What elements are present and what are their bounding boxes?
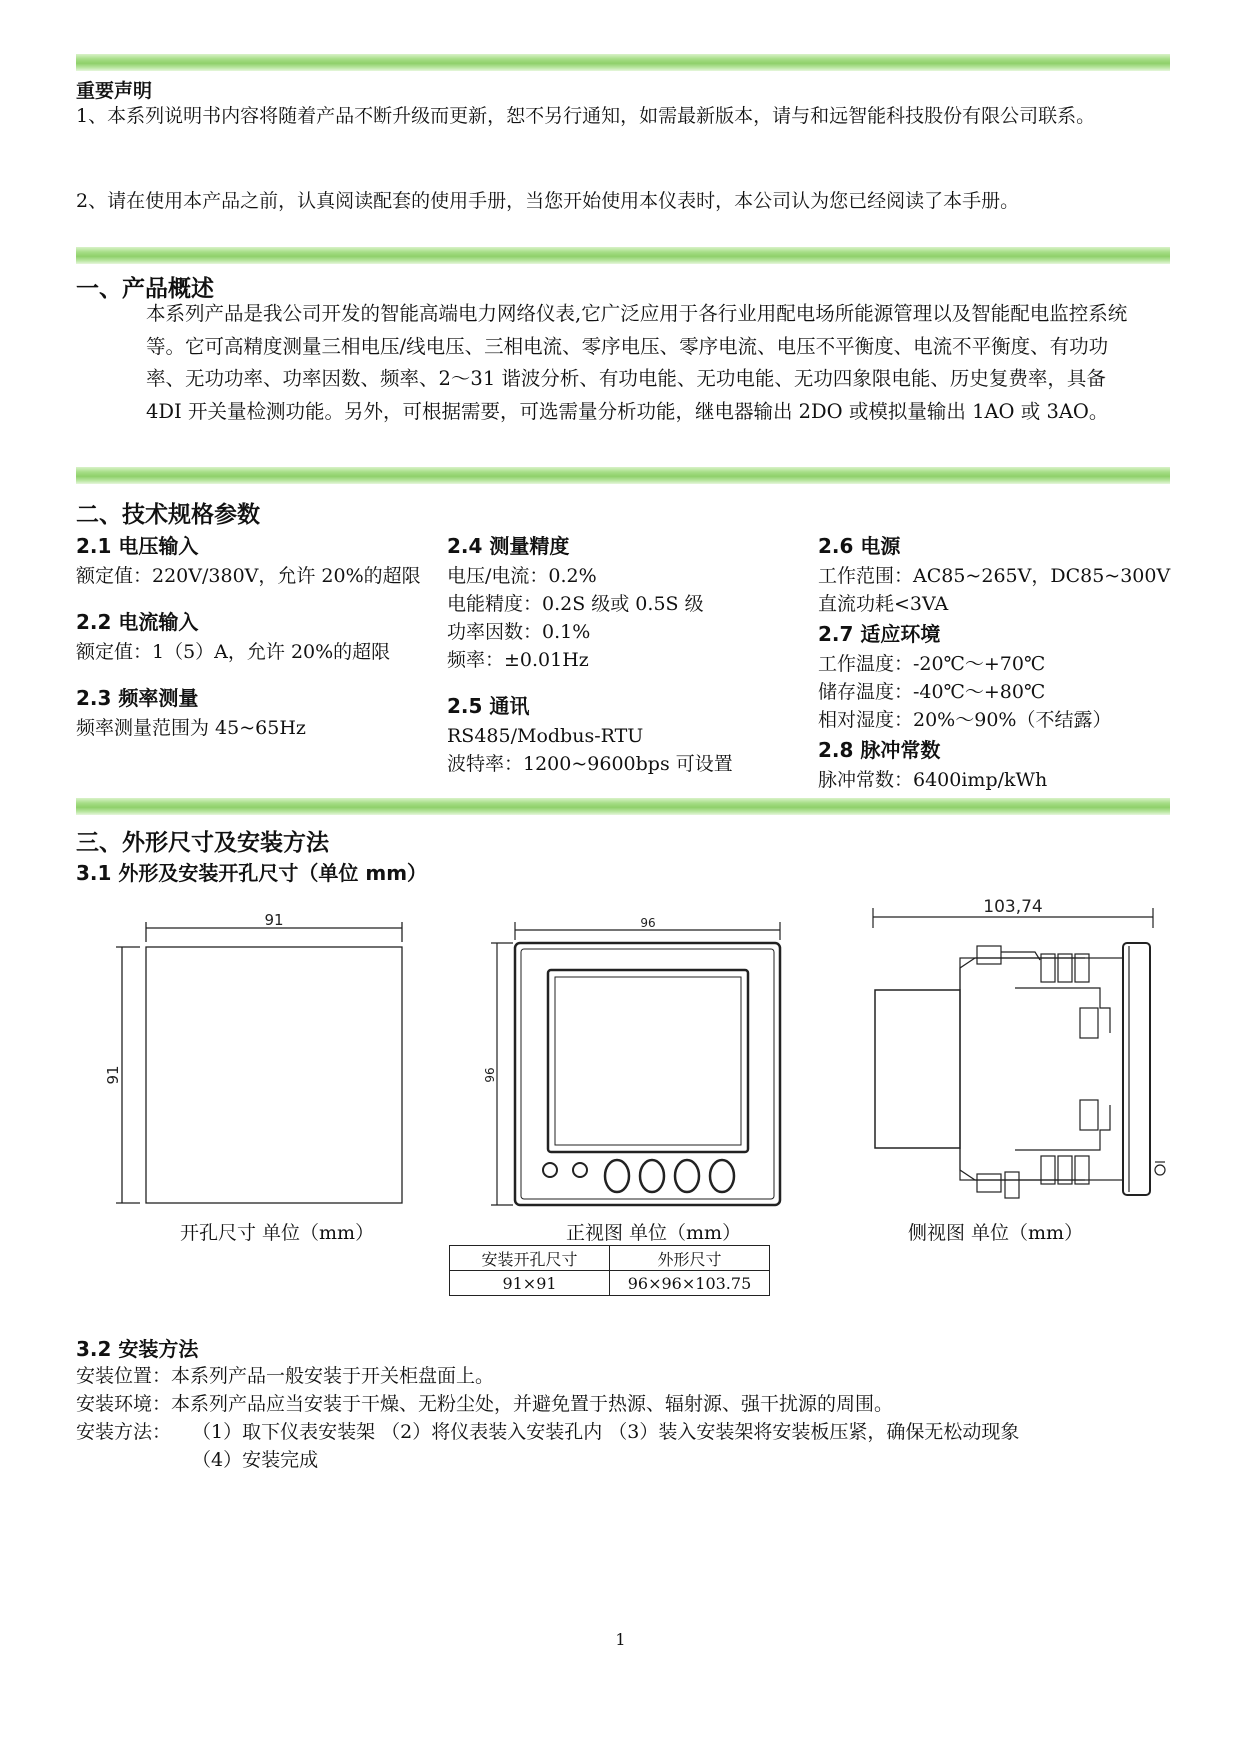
side-view-drawing — [865, 888, 1175, 1208]
front-caption: 正视图 单位（mm） — [566, 1222, 742, 1244]
key-button — [675, 1160, 699, 1192]
install-location: 安装位置：本系列产品一般安装于开关柜盘面上。 — [76, 1365, 495, 1387]
spec-2-3-line: 频率测量范围为 45~65Hz — [76, 717, 306, 739]
cutout-height-label: 91 — [104, 1065, 122, 1085]
notice-item-2: 2、请在使用本产品之前，认真阅读配套的使用手册，当您开始使用本仪表时，本公司认为您已经阅读了本手册。 — [76, 190, 1020, 212]
install-method-steps — [192, 1418, 1172, 1474]
section-divider — [76, 247, 1170, 264]
spec-2-2-line: 额定值：1（5）A，允许 20%的超限 — [76, 641, 391, 663]
spec-2-5-title: 2.5 通讯 — [447, 694, 530, 718]
table-header-cell: 安装开孔尺寸 — [450, 1246, 610, 1271]
cutout-caption: 开孔尺寸 单位（mm） — [180, 1222, 375, 1244]
spec-2-6-title: 2.6 电源 — [818, 534, 901, 558]
front-width-label: 96 — [640, 916, 656, 930]
dimensions-heading: 三、外形尺寸及安装方法 — [76, 830, 329, 856]
spec-2-7-title: 2.7 适应环境 — [818, 622, 941, 646]
spec-2-8-line: 脉冲常数：6400imp/kWh — [818, 769, 1048, 791]
table-cell: 96×96×103.75 — [610, 1271, 770, 1296]
spec-2-5-line-2: 波特率：1200~9600bps 可设置 — [447, 753, 733, 775]
dimension-table — [449, 1245, 770, 1296]
meter-screen — [548, 970, 748, 1152]
table-row — [450, 1271, 770, 1296]
key-button — [605, 1160, 629, 1192]
spec-2-6-line-1: 工作范围：AC85~265V，DC85~300V — [818, 565, 1171, 587]
specs-column-2 — [447, 530, 807, 778]
install-method-line-2: （4）安装完成 — [192, 1449, 319, 1471]
dimensions-subheading: 3.1 外形及安装开孔尺寸（单位 mm） — [76, 861, 428, 885]
indicator-led — [573, 1163, 587, 1177]
notice-title: 重要声明 — [76, 80, 153, 102]
install-heading: 3.2 安装方法 — [76, 1337, 199, 1361]
spec-2-6-line-2: 直流功耗<3VA — [818, 593, 949, 615]
specs-column-3 — [818, 530, 1178, 794]
section-divider — [76, 798, 1170, 815]
cutout-drawing — [100, 910, 420, 1215]
spec-2-5-line-1: RS485/Modbus-RTU — [447, 725, 644, 747]
key-button — [710, 1160, 734, 1192]
overview-body — [106, 298, 1146, 428]
spec-2-3-title: 2.3 频率测量 — [76, 686, 199, 710]
install-method-label: 安装方法： — [76, 1421, 172, 1443]
spec-2-4-line-1: 电压/电流：0.2% — [447, 565, 597, 587]
spec-2-7-line-2: 储存温度：-40℃～+80℃ — [818, 681, 1046, 703]
specs-column-1 — [76, 530, 436, 742]
page-number: 1 — [615, 1630, 626, 1649]
key-button — [640, 1160, 664, 1192]
cutout-outline — [146, 947, 402, 1203]
indicator-led — [543, 1163, 557, 1177]
cutout-width-label: 91 — [264, 911, 284, 929]
front-view-drawing — [485, 910, 795, 1215]
spec-2-1-line: 额定值：220V/380V，允许 20%的超限 — [76, 565, 421, 587]
section-divider — [76, 54, 1170, 71]
notice-item-1: 1、本系列说明书内容将随着产品不断升级而更新，恕不另行通知，如需最新版本，请与和远智能科技股份有限公司联系。 — [76, 105, 1096, 127]
front-height-label: 96 — [483, 1067, 497, 1083]
install-environment: 安装环境：本系列产品应当安装于干燥、无粉尘处，并避免置于热源、辐射源、强干扰源的周围。 — [76, 1393, 894, 1415]
spec-2-4-line-2: 电能精度：0.2S 级或 0.5S 级 — [447, 593, 704, 615]
table-header-row — [450, 1246, 770, 1271]
table-cell: 91×91 — [450, 1271, 610, 1296]
spec-2-1-title: 2.1 电压输入 — [76, 534, 199, 558]
spec-2-8-title: 2.8 脉冲常数 — [818, 738, 941, 762]
side-depth-label: 103,74 — [983, 897, 1043, 917]
spec-2-7-line-1: 工作温度：-20℃～+70℃ — [818, 653, 1046, 675]
spec-2-7-line-3: 相对湿度：20%～90%（不结露） — [818, 709, 1112, 731]
install-method-line-1: （1）取下仪表安装架 （2）将仪表装入安装孔内 （3）装入安装架将安装板压紧，确保无松动现象 — [192, 1421, 1020, 1443]
spec-2-4-line-3: 功率因数：0.1% — [447, 621, 591, 643]
spec-2-2-title: 2.2 电流输入 — [76, 610, 199, 634]
overview-heading: 一、产品概述 — [76, 276, 214, 302]
overview-text: 本系列产品是我公司开发的智能高端电力网络仪表,它广泛应用于各行业用配电场所能源管理以及智能配电监控系统等。它可高精度测量三相电压/线电压、三相电流、零序电压、零序电流、电压不平衡度、电流不平衡度、有功功率、无功功率、功率因数、频率、2～31 谐波分析、有功电能、无功电能、无功四象限电能、历史复费率，具备 4DI 开关量检测功能。另外，可根据需要，可选需量分析功能，继电器输出 2DO 或模拟量输出 1AO 或 3AO。 — [146, 302, 1128, 423]
side-caption: 侧视图 单位（mm） — [908, 1222, 1084, 1244]
spec-2-4-title: 2.4 测量精度 — [447, 534, 570, 558]
table-header-cell: 外形尺寸 — [610, 1246, 770, 1271]
section-divider — [76, 467, 1170, 484]
spec-2-4-line-4: 频率：±0.01Hz — [447, 649, 589, 671]
specs-heading: 二、技术规格参数 — [76, 502, 260, 528]
